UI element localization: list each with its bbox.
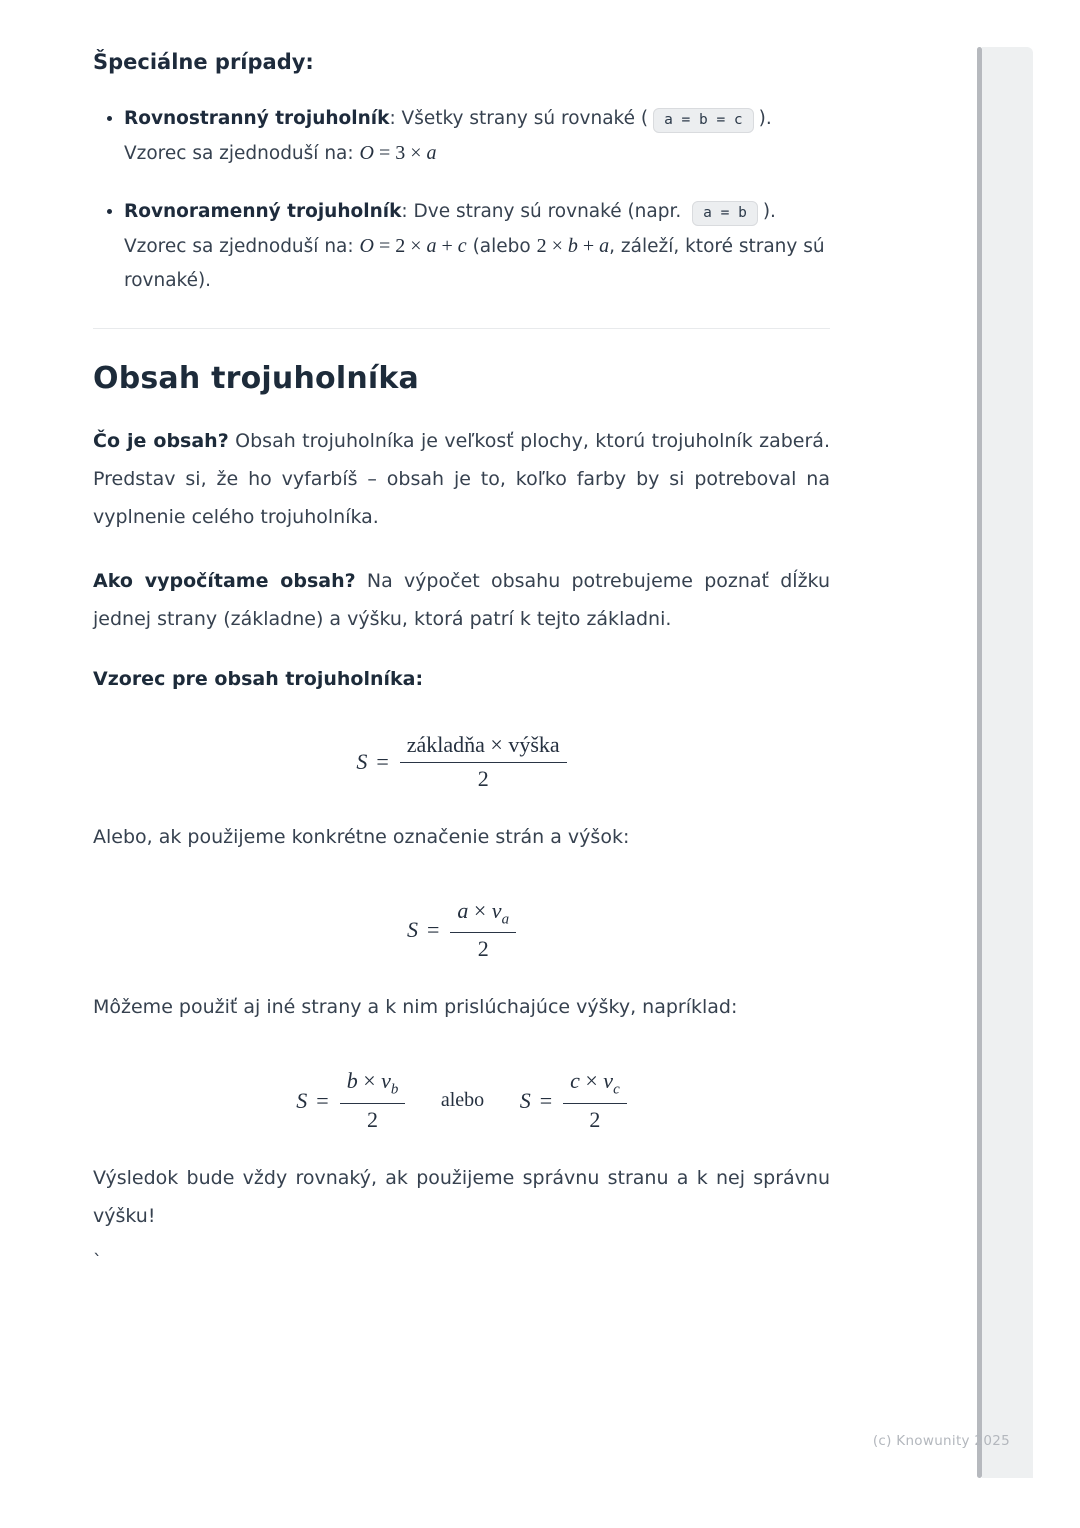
numerator: základňa × výška <box>406 732 560 757</box>
inline-formula-isosceles: O = 2 × a + c <box>359 235 467 257</box>
equals-sign: = <box>539 1087 553 1113</box>
equals-sign: = <box>316 1087 329 1113</box>
formula-pair <box>93 1068 830 1132</box>
section-divider <box>93 328 830 329</box>
formula-main <box>93 732 830 792</box>
code-chip-abc: a = b = c <box>653 108 754 133</box>
denominator: 2 <box>367 1106 379 1132</box>
paragraph-lead: Čo je obsah? <box>93 430 229 452</box>
copyright-footer: (c) Knowunity 2025 <box>872 1433 1010 1449</box>
bullet-term: Rovnoramenný trojuholník <box>124 201 402 222</box>
formula-intro: Vzorec sa zjednoduší na: <box>124 143 360 164</box>
numerator: a × v <box>457 898 502 923</box>
paragraph-alternative-notation: Alebo, ak použijeme konkrétne označenie strán a výšok: <box>93 826 630 848</box>
fraction <box>563 1068 627 1132</box>
equals-sign: = <box>426 917 440 943</box>
inline-formula-equilateral: O = 3 × a <box>359 142 437 164</box>
formula-intro: Vzorec sa zjednoduší na: <box>124 236 360 257</box>
numerator: b × v <box>346 1068 391 1094</box>
subscript: c <box>613 1081 620 1098</box>
bullet-term: Rovnostranný trojuholník <box>124 108 390 129</box>
denominator: 2 <box>477 936 489 962</box>
fraction <box>450 898 516 962</box>
fraction <box>340 1068 406 1132</box>
stray-backtick: ` <box>93 1250 102 1272</box>
formula-lhs: S <box>406 917 418 943</box>
bullet-text-mid: (alebo <box>466 236 537 257</box>
bullet-text-suffix: , záleží, ktoré strany sú rovnaké). <box>124 236 825 291</box>
paragraph-text: Na výpočet obsahu potrebujeme poznať dĺžku jednej strany (základne) a výšku, ktorá patrí k tejto základni. <box>93 570 831 630</box>
bullet-text: : Dve strany sú rovnaké (napr. <box>401 201 688 222</box>
equals-sign: = <box>376 749 389 774</box>
bullet-equilateral <box>124 102 830 171</box>
formula-lhs: S <box>356 749 368 774</box>
formula-side-c <box>520 1068 627 1132</box>
bullet-text-end: ). <box>758 108 772 129</box>
paragraph-text: Obsah trojuholníka je veľkosť plochy, ktorú trojuholník zaberá. Predstav si, že ho vyfarbíš – obsah je to, koľko farby by si potreboval na vyplnenie celého trojuholníka. <box>93 430 830 528</box>
subscript: b <box>390 1081 399 1098</box>
scrollbar-track[interactable] <box>982 47 1033 1478</box>
formula-side-a <box>93 898 830 962</box>
alebo-text: alebo <box>440 1089 485 1112</box>
denominator: 2 <box>477 766 489 791</box>
paragraph-lead: Ako vypočítame obsah? <box>93 570 356 592</box>
formula-label: Vzorec pre obsah trojuholníka: <box>93 668 424 690</box>
numerator: c × v <box>570 1068 614 1094</box>
paragraph-other-sides: Môžeme použiť aj iné strany a k nim prislúchajúce výšky, napríklad: <box>93 996 738 1019</box>
paragraph-conclusion: Výsledok bude vždy rovnaký, ak použijeme správnu stranu a k nej správnu výšku! <box>93 1166 830 1227</box>
scrollbar-thumb[interactable] <box>977 47 982 1478</box>
fraction <box>400 732 567 792</box>
bullet-text-end: ). <box>762 201 776 222</box>
paragraph-what-is-area <box>93 422 830 536</box>
subscript: a <box>501 911 510 928</box>
special-cases-heading: Špeciálne prípady: <box>93 50 314 74</box>
special-cases-list <box>93 102 830 298</box>
document-page <box>93 50 830 1272</box>
formula-lhs: S <box>519 1087 531 1113</box>
inline-formula-isosceles-alt: 2 × b + a <box>536 235 610 257</box>
formula-side-b <box>296 1068 405 1132</box>
code-chip-ab: a = b <box>692 201 758 226</box>
denominator: 2 <box>589 1106 601 1132</box>
paragraph-how-to-compute <box>93 562 830 638</box>
bullet-text: : Všetky strany sú rovnaké ( <box>389 108 649 129</box>
formula-lhs: S <box>296 1087 308 1113</box>
bullet-isosceles <box>124 195 830 298</box>
area-section-heading: Obsah trojuholníka <box>93 361 419 396</box>
